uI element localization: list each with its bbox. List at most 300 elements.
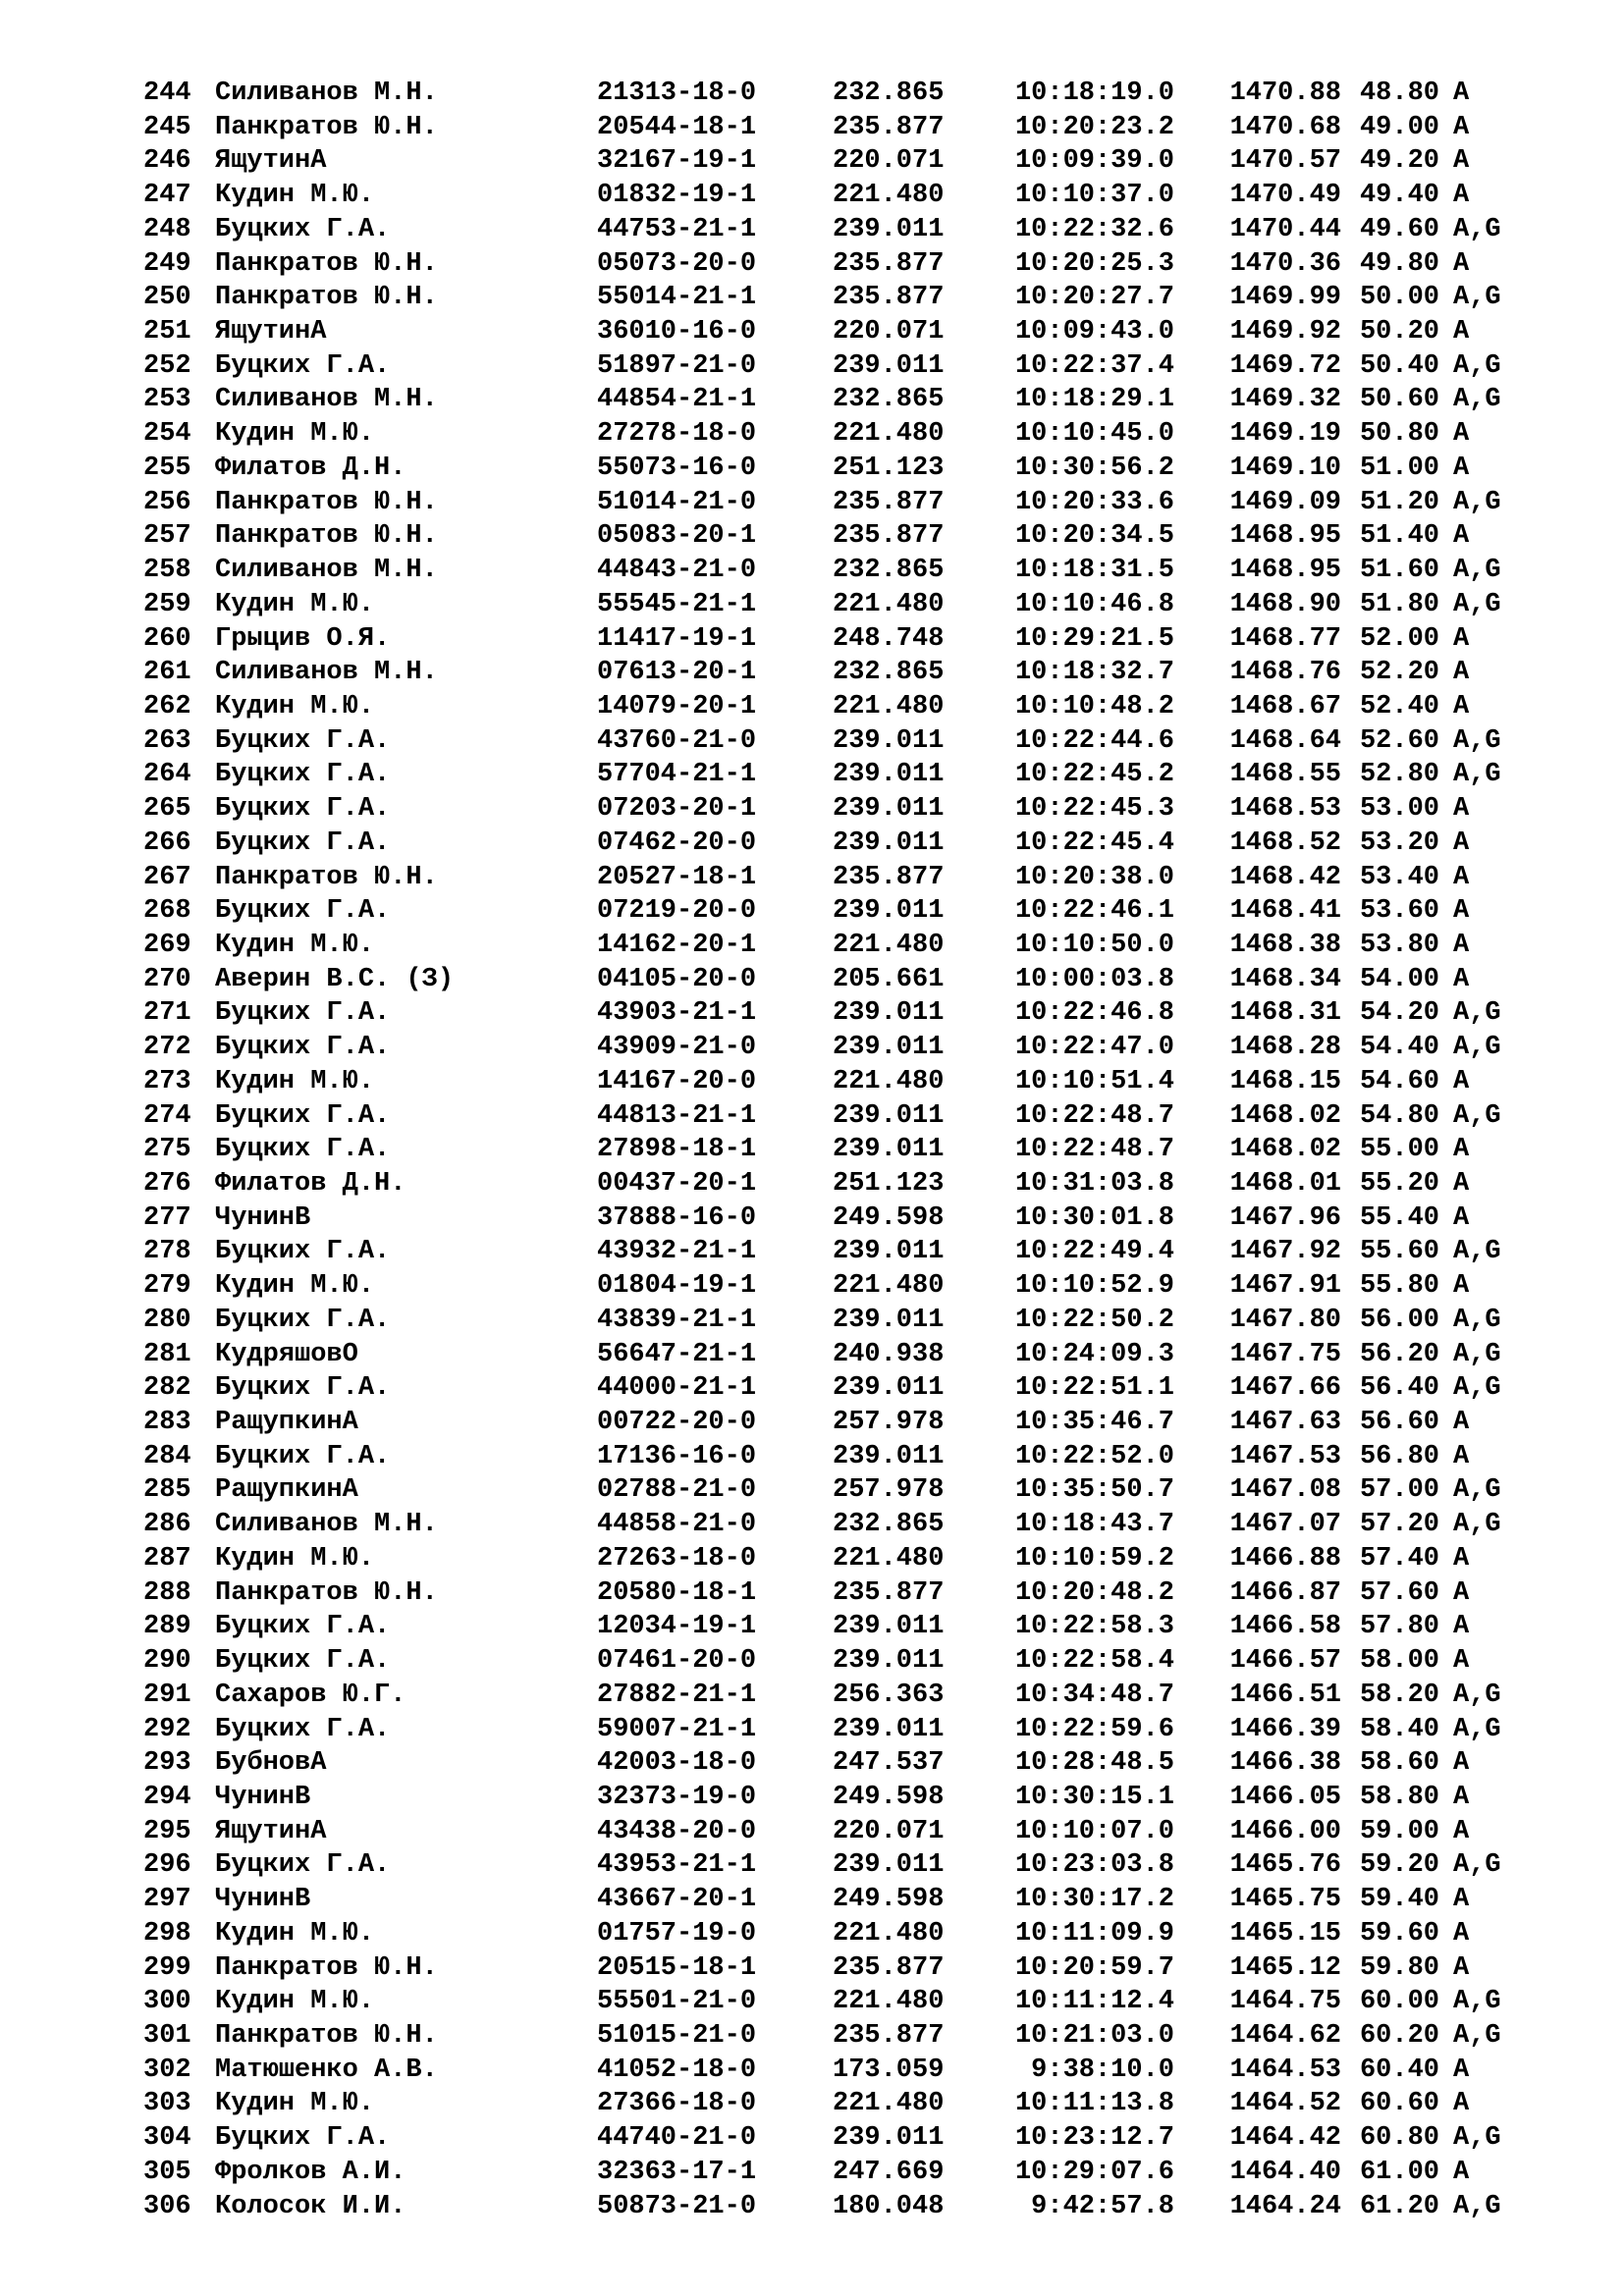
table-row: [143, 1065, 1551, 1099]
row-number: 255: [143, 453, 191, 483]
arrival-time: 10:35:46.7: [1014, 1408, 1174, 1438]
arrival-time: 10:20:23.2: [1014, 112, 1174, 142]
row-number: 280: [143, 1305, 191, 1335]
flags: A: [1453, 1612, 1470, 1642]
speed: 1468.77: [1229, 623, 1341, 654]
row-number: 269: [143, 930, 191, 960]
participant-name: Силиванов М.Н.: [215, 658, 438, 688]
arrival-time: 10:22:58.3: [1014, 1612, 1174, 1642]
points: 53.60: [1359, 896, 1439, 927]
points: 57.20: [1359, 1510, 1439, 1540]
ring-id: 51015-21-0: [597, 2020, 757, 2051]
speed: 1470.36: [1229, 248, 1341, 279]
flags: A,G: [1453, 214, 1501, 244]
speed: 1467.63: [1229, 1408, 1341, 1438]
ring-id: 27898-18-1: [597, 1135, 757, 1165]
table-row: [143, 1099, 1551, 1134]
ring-id: 07461-20-0: [597, 1646, 757, 1677]
row-number: 254: [143, 419, 191, 450]
flags: A: [1453, 1408, 1470, 1438]
table-row: [143, 281, 1551, 315]
participant-name: Буцких Г.А.: [215, 896, 391, 927]
points: 52.80: [1359, 760, 1439, 790]
ring-id: 27263-18-0: [597, 1543, 757, 1574]
flags: A,G: [1453, 1987, 1501, 2017]
row-number: 306: [143, 2191, 191, 2221]
points: 60.60: [1359, 2089, 1439, 2119]
participant-name: Буцких Г.А.: [215, 760, 391, 790]
table-row: [143, 1133, 1551, 1167]
table-row: [143, 1576, 1551, 1611]
table-row: [143, 1201, 1551, 1236]
distance: 205.661: [833, 964, 945, 994]
table-row: [143, 1304, 1551, 1338]
table-row: [143, 179, 1551, 213]
points: 50.00: [1359, 283, 1439, 313]
ring-id: 43839-21-1: [597, 1305, 757, 1335]
distance: 232.865: [833, 556, 945, 586]
points: 60.80: [1359, 2123, 1439, 2154]
ring-id: 04105-20-0: [597, 964, 757, 994]
row-number: 258: [143, 556, 191, 586]
flags: A: [1453, 1169, 1470, 1199]
flags: A,G: [1453, 283, 1501, 313]
speed: 1469.32: [1229, 385, 1341, 415]
ring-id: 01757-19-0: [597, 1918, 757, 1949]
table-row: [143, 144, 1551, 179]
flags: A,G: [1453, 2020, 1501, 2051]
row-number: 300: [143, 1987, 191, 2017]
participant-name: Силиванов М.Н.: [215, 79, 438, 108]
participant-name: ЯщутинА: [215, 146, 327, 177]
points: 54.80: [1359, 1100, 1439, 1131]
table-row: [143, 861, 1551, 895]
distance: 232.865: [833, 79, 945, 108]
speed: 1468.95: [1229, 521, 1341, 552]
row-number: 273: [143, 1066, 191, 1096]
arrival-time: 10:30:15.1: [1014, 1782, 1174, 1812]
points: 50.80: [1359, 419, 1439, 450]
speed: 1466.00: [1229, 1816, 1341, 1846]
distance: 251.123: [833, 453, 945, 483]
row-number: 251: [143, 317, 191, 347]
participant-name: ЧунинВ: [215, 1885, 311, 1915]
participant-name: Буцких Г.А.: [215, 1612, 391, 1642]
row-number: 244: [143, 79, 191, 108]
row-number: 305: [143, 2157, 191, 2187]
speed: 1467.08: [1229, 1475, 1341, 1506]
flags: A: [1453, 862, 1470, 892]
participant-name: ЯщутинА: [215, 1816, 327, 1846]
distance: 221.480: [833, 1987, 945, 2017]
row-number: 248: [143, 214, 191, 244]
flags: A: [1453, 1202, 1470, 1233]
row-number: 284: [143, 1441, 191, 1471]
distance: 235.877: [833, 1577, 945, 1608]
table-row: [143, 2019, 1551, 2054]
distance: 173.059: [833, 2055, 945, 2085]
flags: A: [1453, 112, 1470, 142]
ring-id: 07462-20-0: [597, 828, 757, 858]
table-row: [143, 111, 1551, 145]
points: 59.80: [1359, 1952, 1439, 1983]
distance: 247.669: [833, 2157, 945, 2187]
speed: 1466.39: [1229, 1714, 1341, 1744]
speed: 1468.31: [1229, 998, 1341, 1029]
row-number: 260: [143, 623, 191, 654]
points: 55.80: [1359, 1271, 1439, 1302]
participant-name: Буцких Г.А.: [215, 1100, 391, 1131]
flags: A: [1453, 2055, 1470, 2085]
distance: 221.480: [833, 419, 945, 450]
points: 56.80: [1359, 1441, 1439, 1471]
row-number: 275: [143, 1135, 191, 1165]
distance: 239.011: [833, 1033, 945, 1063]
ring-id: 43953-21-1: [597, 1850, 757, 1881]
distance: 239.011: [833, 1373, 945, 1404]
flags: A: [1453, 691, 1470, 721]
points: 51.00: [1359, 453, 1439, 483]
speed: 1465.76: [1229, 1850, 1341, 1881]
row-number: 286: [143, 1510, 191, 1540]
row-number: 268: [143, 896, 191, 927]
ring-id: 42003-18-0: [597, 1748, 757, 1779]
arrival-time: 10:30:01.8: [1014, 1202, 1174, 1233]
points: 50.40: [1359, 350, 1439, 381]
participant-name: Кудин М.Ю.: [215, 930, 375, 960]
speed: 1467.75: [1229, 1339, 1341, 1369]
arrival-time: 10:18:31.5: [1014, 556, 1174, 586]
table-row: [143, 77, 1551, 111]
distance: 221.480: [833, 691, 945, 721]
row-number: 282: [143, 1373, 191, 1404]
points: 50.20: [1359, 317, 1439, 347]
arrival-time: 10:22:52.0: [1014, 1441, 1174, 1471]
points: 51.80: [1359, 589, 1439, 619]
flags: A: [1453, 317, 1470, 347]
flags: A: [1453, 2089, 1470, 2119]
ring-id: 01832-19-1: [597, 181, 757, 211]
flags: A: [1453, 930, 1470, 960]
row-number: 279: [143, 1271, 191, 1302]
participant-name: Грыцив О.Я.: [215, 623, 391, 654]
ring-id: 01804-19-1: [597, 1271, 757, 1302]
points: 59.00: [1359, 1816, 1439, 1846]
ring-id: 32363-17-1: [597, 2157, 757, 2187]
flags: A: [1453, 794, 1470, 825]
table-row: [143, 417, 1551, 452]
speed: 1465.75: [1229, 1885, 1341, 1915]
participant-name: Буцких Г.А.: [215, 1237, 391, 1267]
table-row: [143, 724, 1551, 759]
speed: 1468.42: [1229, 862, 1341, 892]
points: 58.80: [1359, 1782, 1439, 1812]
distance: 232.865: [833, 385, 945, 415]
arrival-time: 10:22:32.6: [1014, 214, 1174, 244]
distance: 221.480: [833, 181, 945, 211]
row-number: 304: [143, 2123, 191, 2154]
flags: A: [1453, 453, 1470, 483]
speed: 1467.92: [1229, 1237, 1341, 1267]
distance: 249.598: [833, 1782, 945, 1812]
arrival-time: 10:18:29.1: [1014, 385, 1174, 415]
participant-name: Буцких Г.А.: [215, 1850, 391, 1881]
ring-id: 43667-20-1: [597, 1885, 757, 1915]
row-number: 283: [143, 1408, 191, 1438]
table-row: [143, 1815, 1551, 1849]
arrival-time: 10:22:47.0: [1014, 1033, 1174, 1063]
speed: 1465.15: [1229, 1918, 1341, 1949]
participant-name: Кудин М.Ю.: [215, 181, 375, 211]
ring-id: 44740-21-0: [597, 2123, 757, 2154]
flags: A: [1453, 896, 1470, 927]
arrival-time: 9:42:57.8: [1031, 2191, 1174, 2221]
arrival-time: 10:18:32.7: [1014, 658, 1174, 688]
row-number: 276: [143, 1169, 191, 1199]
distance: 257.978: [833, 1475, 945, 1506]
flags: A,G: [1453, 1714, 1501, 1744]
participant-name: ЯщутинА: [215, 317, 327, 347]
points: 58.20: [1359, 1680, 1439, 1710]
distance: 235.877: [833, 1952, 945, 1983]
row-number: 271: [143, 998, 191, 1029]
points: 52.20: [1359, 658, 1439, 688]
speed: 1466.51: [1229, 1680, 1341, 1710]
points: 54.00: [1359, 964, 1439, 994]
arrival-time: 10:10:46.8: [1014, 589, 1174, 619]
table-row: [143, 486, 1551, 520]
participant-name: Буцких Г.А.: [215, 998, 391, 1029]
distance: 249.598: [833, 1202, 945, 1233]
table-row: [143, 758, 1551, 792]
points: 58.60: [1359, 1748, 1439, 1779]
speed: 1468.53: [1229, 794, 1341, 825]
participant-name: Матюшенко А.В.: [215, 2055, 438, 2085]
participant-name: ЧунинВ: [215, 1782, 311, 1812]
flags: A: [1453, 1646, 1470, 1677]
speed: 1464.52: [1229, 2089, 1341, 2119]
speed: 1468.67: [1229, 691, 1341, 721]
participant-name: Панкратов Ю.Н.: [215, 112, 438, 142]
participant-name: Панкратов Ю.Н.: [215, 283, 438, 313]
arrival-time: 10:29:07.6: [1014, 2157, 1174, 2187]
distance: 239.011: [833, 1100, 945, 1131]
ring-id: 44854-21-1: [597, 385, 757, 415]
flags: A: [1453, 964, 1470, 994]
distance: 220.071: [833, 146, 945, 177]
speed: 1469.99: [1229, 283, 1341, 313]
points: 61.20: [1359, 2191, 1439, 2221]
points: 53.00: [1359, 794, 1439, 825]
row-number: 249: [143, 248, 191, 279]
table-row: [143, 1781, 1551, 1815]
participant-name: Буцких Г.А.: [215, 2123, 391, 2154]
flags: A,G: [1453, 1033, 1501, 1063]
flags: A,G: [1453, 487, 1501, 517]
points: 53.80: [1359, 930, 1439, 960]
ring-id: 55073-16-0: [597, 453, 757, 483]
speed: 1466.05: [1229, 1782, 1341, 1812]
flags: A: [1453, 1918, 1470, 1949]
row-number: 272: [143, 1033, 191, 1063]
flags: A: [1453, 1782, 1470, 1812]
speed: 1464.62: [1229, 2020, 1341, 2051]
participant-name: Аверин В.С. (З): [215, 964, 455, 994]
speed: 1468.95: [1229, 556, 1341, 586]
flags: A: [1453, 419, 1470, 450]
flags: A: [1453, 1271, 1470, 1302]
table-row: [143, 1406, 1551, 1440]
participant-name: Панкратов Ю.Н.: [215, 521, 438, 552]
flags: A: [1453, 1816, 1470, 1846]
participant-name: Филатов Д.Н.: [215, 1169, 406, 1199]
ring-id: 00437-20-1: [597, 1169, 757, 1199]
arrival-time: 10:22:49.4: [1014, 1237, 1174, 1267]
arrival-time: 10:20:59.7: [1014, 1952, 1174, 1983]
ring-id: 05073-20-0: [597, 248, 757, 279]
participant-name: РащупкинА: [215, 1475, 358, 1506]
row-number: 295: [143, 1816, 191, 1846]
flags: A: [1453, 1066, 1470, 1096]
distance: 239.011: [833, 1305, 945, 1335]
table-row: [143, 349, 1551, 384]
row-number: 252: [143, 350, 191, 381]
points: 49.80: [1359, 248, 1439, 279]
distance: 239.011: [833, 350, 945, 381]
participant-name: Буцких Г.А.: [215, 1373, 391, 1404]
distance: 221.480: [833, 589, 945, 619]
arrival-time: 10:20:33.6: [1014, 487, 1174, 517]
speed: 1468.64: [1229, 725, 1341, 756]
points: 54.20: [1359, 998, 1439, 1029]
arrival-time: 9:38:10.0: [1031, 2055, 1174, 2085]
speed: 1468.02: [1229, 1100, 1341, 1131]
speed: 1468.55: [1229, 760, 1341, 790]
ring-id: 44858-21-0: [597, 1510, 757, 1540]
distance: 257.978: [833, 1408, 945, 1438]
flags: A,G: [1453, 1510, 1501, 1540]
ring-id: 57704-21-1: [597, 760, 757, 790]
row-number: 253: [143, 385, 191, 415]
arrival-time: 10:22:48.7: [1014, 1135, 1174, 1165]
ring-id: 27366-18-0: [597, 2089, 757, 2119]
arrival-time: 10:10:50.0: [1014, 930, 1174, 960]
table-row: [143, 1848, 1551, 1883]
distance: 239.011: [833, 760, 945, 790]
table-row: [143, 1338, 1551, 1372]
participant-name: Кудин М.Ю.: [215, 1271, 375, 1302]
arrival-time: 10:22:46.1: [1014, 896, 1174, 927]
flags: A,G: [1453, 1237, 1501, 1267]
flags: A,G: [1453, 1475, 1501, 1506]
distance: 251.123: [833, 1169, 945, 1199]
participant-name: Панкратов Ю.Н.: [215, 1952, 438, 1983]
points: 56.60: [1359, 1408, 1439, 1438]
ring-id: 05083-20-1: [597, 521, 757, 552]
points: 60.40: [1359, 2055, 1439, 2085]
arrival-time: 10:10:07.0: [1014, 1816, 1174, 1846]
participant-name: Кудин М.Ю.: [215, 1918, 375, 1949]
row-number: 247: [143, 181, 191, 211]
row-number: 256: [143, 487, 191, 517]
arrival-time: 10:22:59.6: [1014, 1714, 1174, 1744]
points: 54.60: [1359, 1066, 1439, 1096]
row-number: 288: [143, 1577, 191, 1608]
participant-name: Кудин М.Ю.: [215, 1543, 375, 1574]
row-number: 250: [143, 283, 191, 313]
table-row: [143, 315, 1551, 349]
arrival-time: 10:10:48.2: [1014, 691, 1174, 721]
table-row: [143, 1371, 1551, 1406]
ring-id: 41052-18-0: [597, 2055, 757, 2085]
ring-id: 00722-20-0: [597, 1408, 757, 1438]
speed: 1467.07: [1229, 1510, 1341, 1540]
speed: 1467.53: [1229, 1441, 1341, 1471]
points: 55.00: [1359, 1135, 1439, 1165]
points: 55.40: [1359, 1202, 1439, 1233]
flags: A,G: [1453, 385, 1501, 415]
flags: A: [1453, 248, 1470, 279]
ring-id: 20515-18-1: [597, 1952, 757, 1983]
participant-name: Буцких Г.А.: [215, 1305, 391, 1335]
speed: 1470.68: [1229, 112, 1341, 142]
arrival-time: 10:22:48.7: [1014, 1100, 1174, 1131]
table-row: [143, 827, 1551, 861]
ring-id: 14079-20-1: [597, 691, 757, 721]
table-row: [143, 1917, 1551, 1951]
table-row: [143, 1031, 1551, 1065]
speed: 1464.42: [1229, 2123, 1341, 2154]
distance: 220.071: [833, 1816, 945, 1846]
arrival-time: 10:11:12.4: [1014, 1987, 1174, 2017]
table-row: [143, 1746, 1551, 1781]
arrival-time: 10:09:39.0: [1014, 146, 1174, 177]
participant-name: ЧунинВ: [215, 1202, 311, 1233]
points: 49.00: [1359, 112, 1439, 142]
distance: 235.877: [833, 487, 945, 517]
row-number: 264: [143, 760, 191, 790]
row-number: 261: [143, 658, 191, 688]
arrival-time: 10:22:51.1: [1014, 1373, 1174, 1404]
points: 55.20: [1359, 1169, 1439, 1199]
row-number: 267: [143, 862, 191, 892]
distance: 239.011: [833, 1646, 945, 1677]
points: 51.60: [1359, 556, 1439, 586]
speed: 1468.41: [1229, 896, 1341, 927]
points: 59.40: [1359, 1885, 1439, 1915]
row-number: 281: [143, 1339, 191, 1369]
participant-name: Силиванов М.Н.: [215, 556, 438, 586]
participant-name: Кудин М.Ю.: [215, 2089, 375, 2119]
distance: 235.877: [833, 112, 945, 142]
participant-name: Фролков А.И.: [215, 2157, 406, 2187]
row-number: 303: [143, 2089, 191, 2119]
participant-name: Филатов Д.Н.: [215, 453, 406, 483]
distance: 239.011: [833, 828, 945, 858]
arrival-time: 10:29:21.5: [1014, 623, 1174, 654]
points: 53.40: [1359, 862, 1439, 892]
row-number: 266: [143, 828, 191, 858]
flags: A: [1453, 1577, 1470, 1608]
arrival-time: 10:22:58.4: [1014, 1646, 1174, 1677]
arrival-time: 10:22:45.3: [1014, 794, 1174, 825]
points: 58.40: [1359, 1714, 1439, 1744]
participant-name: Кудин М.Ю.: [215, 691, 375, 721]
participant-name: Силиванов М.Н.: [215, 1510, 438, 1540]
ring-id: 44000-21-1: [597, 1373, 757, 1404]
table-row: [143, 1644, 1551, 1679]
arrival-time: 10:35:50.7: [1014, 1475, 1174, 1506]
